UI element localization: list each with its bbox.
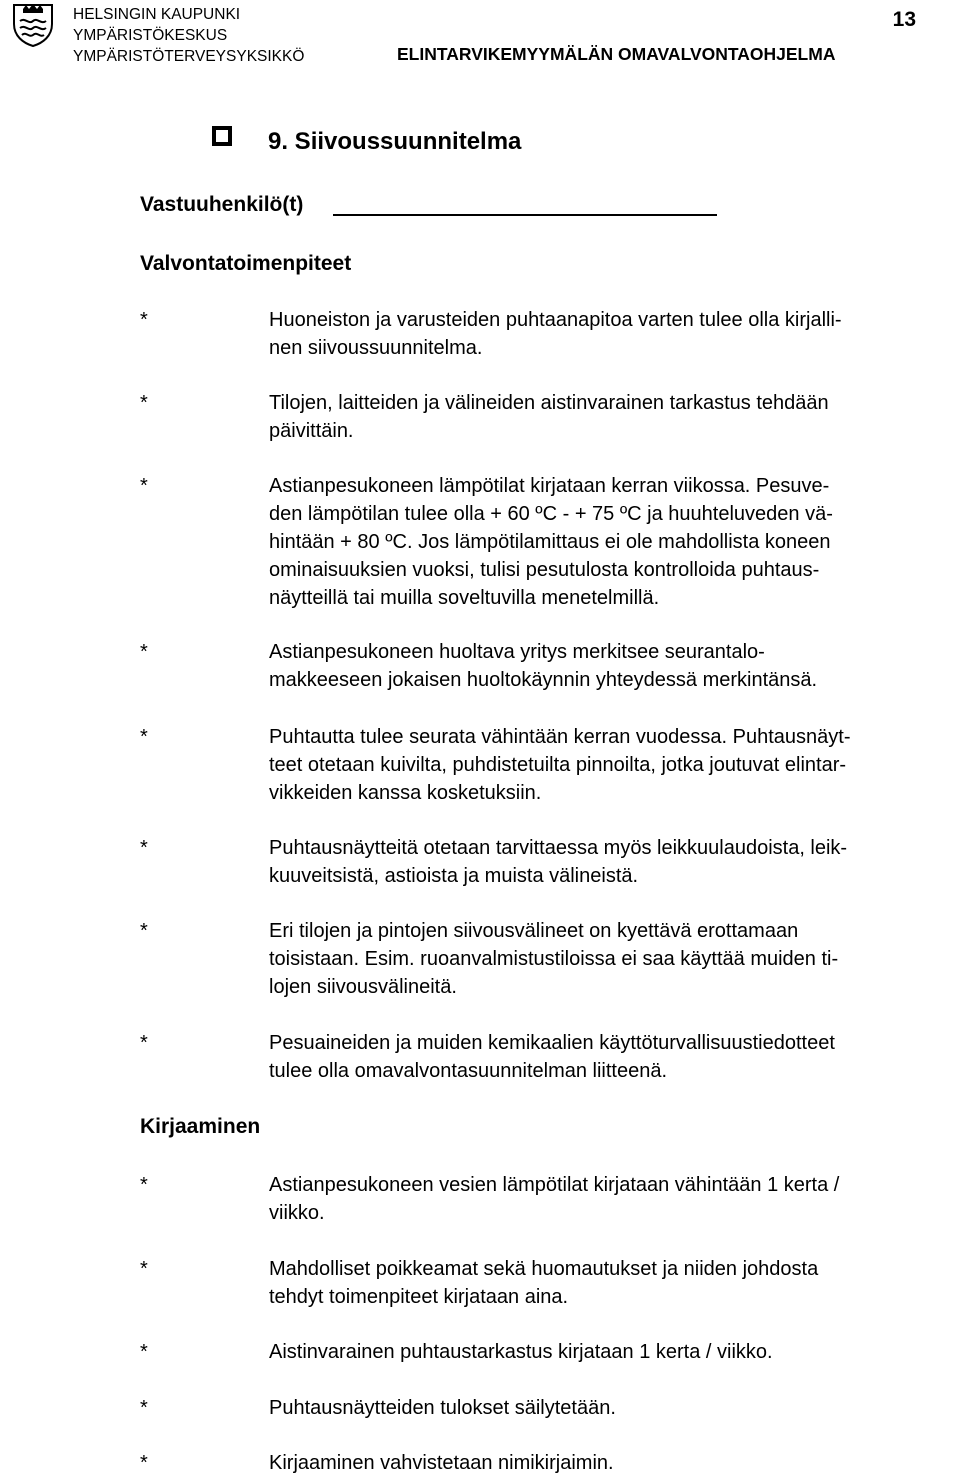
control-item-text: [269, 834, 959, 890]
text-line: Astianpesukoneen vesien lämpötilat kirjataan vähintään 1 kerta /: [269, 1174, 840, 1196]
bullet-asterisk: *: [140, 1452, 148, 1474]
org-line-city: HELSINGIN KAUPUNKI: [73, 6, 241, 23]
text-line: Huoneiston ja varusteiden puhtaanapitoa varten tulee olla kirjalli-: [269, 309, 842, 331]
bullet-asterisk: *: [140, 1258, 148, 1280]
recording-item-text: [269, 1394, 959, 1422]
helsinki-crest-logo: [10, 2, 56, 48]
text-line: tulee olla omavalvontasuunnitelman liitteenä.: [269, 1060, 668, 1082]
org-line-center: YMPÄRISTÖKESKUS: [73, 27, 228, 44]
document-title: ELINTARVIKEMYYMÄLÄN OMAVALVONTAOHJELMA: [397, 44, 836, 64]
recording-heading: Kirjaaminen: [140, 1115, 261, 1138]
control-item-text: [269, 306, 959, 362]
control-item-text: [269, 638, 959, 694]
control-item-text: [269, 472, 959, 612]
text-line: Pesuaineiden ja muiden kemikaalien käyttöturvallisuustiedotteet: [269, 1032, 835, 1054]
recording-item-text: [269, 1449, 959, 1477]
text-line: tehdyt toimenpiteet kirjataan aina.: [269, 1286, 569, 1308]
text-line: teet otetaan kuivilta, puhdistetuilta pinnoilta, jotka joutuvat elintar-: [269, 754, 847, 776]
bullet-asterisk: *: [140, 1341, 148, 1363]
text-line: Astianpesukoneen lämpötilat kirjataan kerran viikossa. Pesuve-: [269, 475, 830, 497]
text-line: Aistinvarainen puhtaustarkastus kirjataan 1 kerta / viikko.: [269, 1341, 773, 1363]
responsible-person-field[interactable]: [333, 214, 717, 216]
bullet-asterisk: *: [140, 1174, 148, 1196]
bullet-asterisk: *: [140, 392, 148, 414]
control-item-text: [269, 917, 959, 1001]
text-line: nen siivoussuunnitelma.: [269, 337, 483, 359]
text-line: Puhtautta tulee seurata vähintään kerran vuodessa. Puhtausnäyt-: [269, 726, 851, 748]
text-line: Puhtausnäytteiden tulokset säilytetään.: [269, 1397, 616, 1419]
bullet-asterisk: *: [140, 837, 148, 859]
section-title: 9. Siivoussuunnitelma: [268, 128, 522, 155]
bullet-asterisk: *: [140, 309, 148, 331]
recording-item-text: [269, 1171, 959, 1227]
control-item-text: [269, 723, 959, 807]
controls-heading: Valvontatoimenpiteet: [140, 252, 352, 275]
bullet-asterisk: *: [140, 1032, 148, 1054]
text-line: hintään + 80 ºC. Jos lämpötilamittaus ei ole mahdollista koneen: [269, 531, 831, 553]
organization-name: [73, 4, 304, 67]
text-line: viikko.: [269, 1202, 325, 1224]
bullet-asterisk: *: [140, 726, 148, 748]
text-line: päivittäin.: [269, 420, 354, 442]
recording-item-text: [269, 1255, 959, 1311]
recording-item-text: [269, 1338, 959, 1366]
text-line: vikkeiden kanssa kosketuksiin.: [269, 782, 542, 804]
control-item-text: [269, 389, 959, 445]
text-line: Tilojen, laitteiden ja välineiden aistinvarainen tarkastus tehdään: [269, 392, 829, 414]
text-line: makkeeseen jokaisen huoltokäynnin yhteydessä merkintänsä.: [269, 669, 818, 691]
control-item-text: [269, 1029, 959, 1085]
text-line: den lämpötilan tulee olla + 60 ºC - + 75 ºC ja huuhteluveden vä-: [269, 503, 833, 525]
bullet-asterisk: *: [140, 920, 148, 942]
text-line: Astianpesukoneen huoltava yritys merkitsee seurantalo-: [269, 641, 765, 663]
text-line: Mahdolliset poikkeamat sekä huomautukset ja niiden johdosta: [269, 1258, 819, 1280]
org-line-unit: YMPÄRISTÖTERVEYSYKSIKKÖ: [73, 48, 305, 65]
bullet-asterisk: *: [140, 1397, 148, 1419]
text-line: toisistaan. Esim. ruoanvalmistustiloissa ei saa käyttää muiden ti-: [269, 948, 839, 970]
bullet-asterisk: *: [140, 641, 148, 663]
bullet-asterisk: *: [140, 475, 148, 497]
page-number: 13: [892, 8, 916, 31]
text-line: ominaisuuksien vuoksi, tulisi pesutulosta kontrolloida puhtaus-: [269, 559, 820, 581]
text-line: lojen siivousvälineitä.: [269, 976, 457, 998]
text-line: Kirjaaminen vahvistetaan nimikirjaimin.: [269, 1452, 614, 1474]
section-checkbox[interactable]: [212, 126, 232, 146]
text-line: Puhtausnäytteitä otetaan tarvittaessa myös leikkuulaudoista, leik-: [269, 837, 848, 859]
text-line: Eri tilojen ja pintojen siivousvälineet on kyettävä erottamaan: [269, 920, 799, 942]
text-line: näytteillä tai muilla soveltuvilla menetelmillä.: [269, 587, 660, 609]
page-header: [0, 0, 960, 76]
responsible-person-label: Vastuuhenkilö(t): [140, 193, 304, 216]
text-line: kuuveitsistä, astioista ja muista välineistä.: [269, 865, 639, 887]
